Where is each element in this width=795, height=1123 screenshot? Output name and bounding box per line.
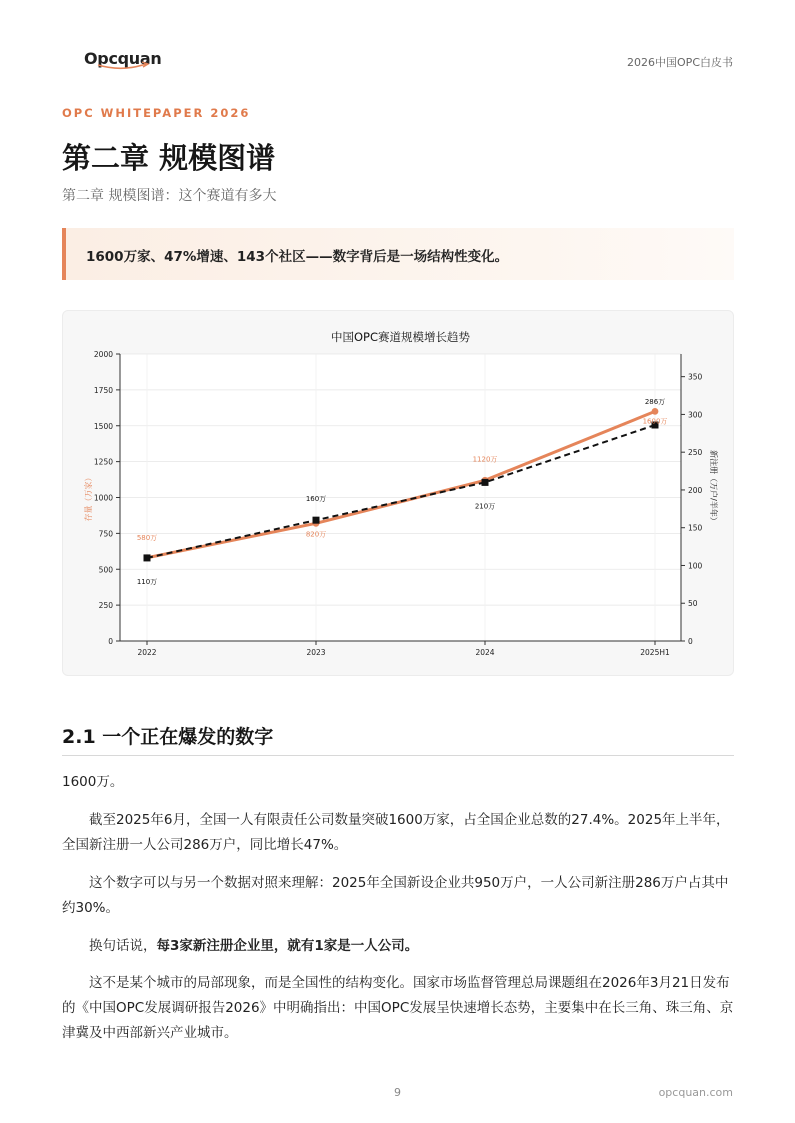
callout-text: 1600万家、47%增速、143个社区——数字背后是一场结构性变化。 [86, 249, 509, 265]
logo-text: Opcquan [84, 48, 162, 68]
right-tick-label: 50 [688, 599, 698, 609]
paragraph-2: 这个数字可以与另一个数据对照来理解：2025年全国新设企业共950万户，一人公司新注册286万户占其中约30%。 [62, 875, 729, 916]
chapter-kicker: OPC WHITEPAPER 2026 [62, 106, 251, 120]
paragraph-3-emphasis: 每3家新注册企业里，就有1家是一人公司。 [156, 938, 419, 954]
paragraph-1: 截至2025年6月，全国一人有限责任公司数量突破1600万家，占全国企业总数的27.4%。2025年上半年，全国新注册一人公司286万户，同比增长47%。 [62, 812, 730, 853]
left-axis-label: 存量（万家） [84, 473, 93, 522]
scale-trend-chart [62, 310, 734, 676]
right-tick-label: 200 [688, 485, 703, 495]
right-tick-label: 100 [688, 561, 703, 571]
left-tick-label: 250 [98, 601, 113, 611]
paragraph-3 [62, 934, 734, 959]
chapter-title: 第二章 规模图谱 [62, 141, 276, 175]
chart-title: 中国OPC赛道规模增长趋势 [330, 330, 471, 344]
x-tick-label: 2024 [475, 648, 495, 657]
stock-data-label: 820万 [305, 530, 327, 539]
new-reg-point [482, 479, 489, 486]
left-tick-label: 1250 [93, 457, 113, 467]
stock-point [652, 408, 659, 415]
right-tick-label: 0 [688, 637, 693, 646]
section-divider [62, 755, 734, 756]
paragraph-lead: 1600万。 [62, 774, 124, 790]
right-tick-label: 150 [688, 523, 703, 533]
left-tick-label: 1000 [93, 493, 113, 503]
left-tick-label: 0 [108, 637, 113, 646]
right-tick-label: 300 [688, 410, 703, 420]
opcquan-logo [84, 46, 161, 70]
new-reg-data-label: 210万 [474, 502, 496, 511]
section-heading: 2.1 一个正在爆发的数字 [62, 726, 274, 748]
x-tick-label: 2023 [306, 648, 326, 657]
new-reg-point [313, 517, 320, 524]
new-reg-point [144, 554, 151, 561]
left-tick-label: 1750 [93, 385, 113, 395]
left-tick-label: 500 [98, 565, 113, 575]
right-axis-label: 新注册（万户/半年） [709, 450, 718, 525]
new-reg-data-label: 160万 [305, 495, 327, 504]
key-callout [62, 228, 734, 280]
x-tick-label: 2022 [137, 648, 157, 657]
right-tick-label: 250 [688, 448, 703, 458]
paragraph-4: 这不是某个城市的局部现象，而是全国性的结构变化。国家市场监督管理总局课题组在2026年3月21日发布的《中国OPC发展调研报告2026》中明确指出：中国OPC发展呈快速增长态势，主要集中在长三角、珠三角、京津冀及中西部新兴产业城市。 [62, 975, 734, 1041]
chapter-subtitle: 第二章 规模图谱：这个赛道有多大 [62, 188, 277, 204]
left-tick-label: 750 [98, 529, 113, 539]
new-reg-data-label: 110万 [136, 577, 158, 586]
page-number: 9 [394, 1086, 401, 1099]
stock-data-label: 580万 [136, 533, 158, 542]
paragraph-3-prefix: 换句话说， [89, 938, 157, 954]
document-title: 2026中国OPC白皮书 [627, 56, 733, 69]
new-reg-data-label: 286万 [644, 397, 666, 406]
stock-data-label: 1600万 [642, 417, 668, 426]
x-tick-label: 2025H1 [640, 648, 670, 657]
footer-site: opcquan.com [658, 1086, 733, 1099]
left-tick-label: 1500 [93, 421, 113, 431]
stock-data-label: 1120万 [472, 455, 498, 464]
chart-svg [63, 311, 735, 677]
logo-swoosh-icon [96, 61, 150, 71]
right-tick-label: 350 [688, 372, 703, 382]
left-tick-label: 2000 [93, 350, 113, 359]
